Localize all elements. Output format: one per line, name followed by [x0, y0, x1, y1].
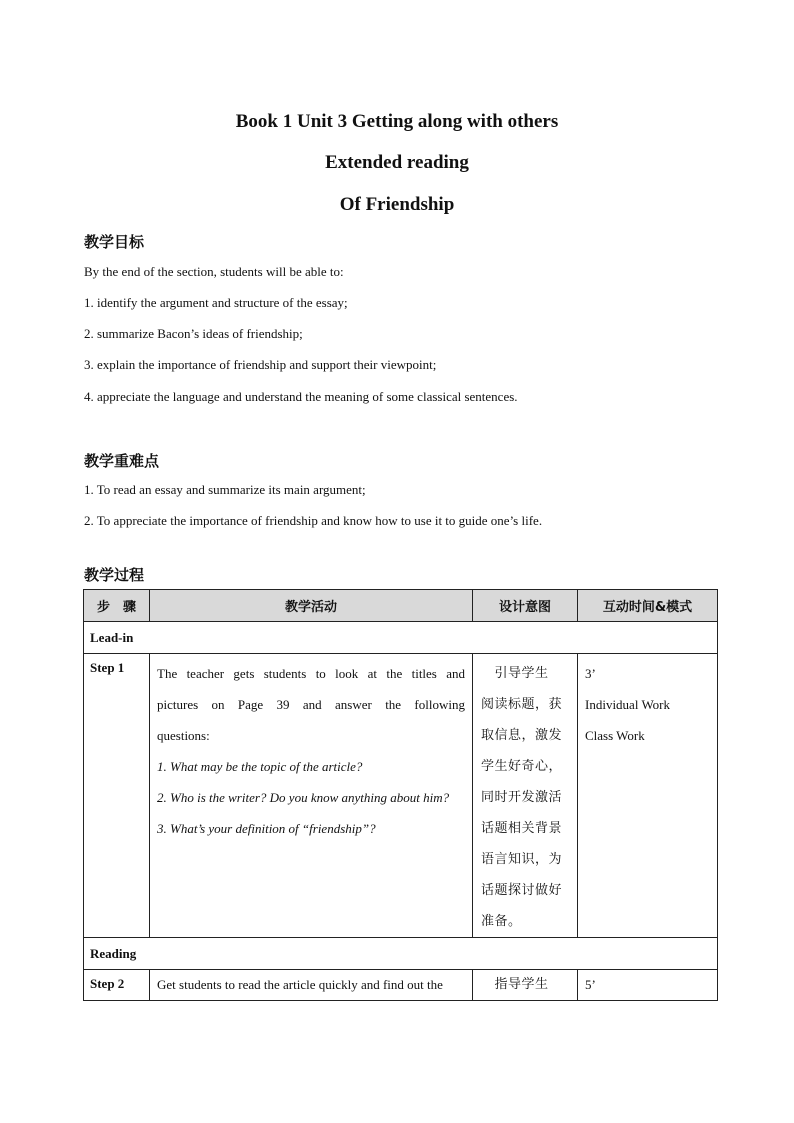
table-row-step-1 — [84, 654, 718, 938]
step-activity — [150, 970, 473, 1001]
column-header-activity: 教学活动 — [150, 590, 473, 622]
activity-line: pictures on Page 39 and answer the following — [157, 697, 465, 712]
activity-line: questions: — [157, 728, 210, 743]
intent-line: 同时开发激活 — [481, 790, 563, 805]
objective-item: 1. identify the argument and structure of the essay; — [84, 295, 348, 310]
intent-line: 准备。 — [481, 914, 522, 929]
phase-label: Lead-in — [84, 622, 718, 654]
intent-line: 引导学生 — [481, 666, 549, 681]
step-label: Step 2 — [84, 970, 150, 1001]
intent-line: 话题探讨做好 — [481, 883, 563, 898]
intent-line: 取信息，激发 — [481, 728, 563, 743]
phase-row-lead-in — [84, 622, 718, 654]
table-row-step-2 — [84, 970, 718, 1001]
document-title: Book 1 Unit 3 Getting along with others — [235, 111, 559, 132]
intent-line: 阅读标题，获 — [481, 697, 563, 712]
question-item: 3. What’s your definition of “friendship”? — [157, 821, 376, 836]
step-label: Step 1 — [84, 654, 150, 938]
lesson-process-table — [83, 589, 718, 1001]
key-point-item: 2. To appreciate the importance of friendship and know how to use it to guide one’s life. — [84, 513, 543, 528]
column-header-intent: 设计意图 — [473, 590, 578, 622]
phase-label: Reading — [84, 938, 718, 970]
mode-item: Class Work — [585, 728, 645, 743]
intent-line: 话题相关背景 — [481, 821, 563, 836]
objective-item: 4. appreciate the language and understand the meaning of some classical sentences. — [84, 389, 518, 404]
step-intent — [473, 970, 578, 1001]
text-title: Of Friendship — [339, 194, 455, 215]
mode-item: Individual Work — [585, 697, 671, 712]
intent-line: 指导学生 — [481, 977, 549, 992]
column-header-mode: 互动时间&模式 — [578, 590, 718, 622]
objective-item: 3. explain the importance of friendship and support their viewpoint; — [84, 357, 437, 372]
table-header-row — [84, 590, 718, 622]
intent-line: 学生好奇心， — [481, 759, 563, 774]
objectives-heading: 教学目标 — [84, 233, 145, 251]
key-points-heading: 教学重难点 — [84, 452, 160, 470]
time-value: 5’ — [585, 977, 596, 992]
activity-line: Get students to read the article quickly and find out the — [157, 977, 443, 992]
step-intent — [473, 654, 578, 938]
activity-line: The teacher gets students to look at the titles and — [157, 666, 465, 681]
objectives-intro: By the end of the section, students will be able to: — [84, 264, 344, 279]
step-mode — [578, 654, 718, 938]
time-value: 3’ — [585, 666, 596, 681]
key-point-item: 1. To read an essay and summarize its main argument; — [84, 482, 366, 497]
question-item: 2. Who is the writer? Do you know anything about him? — [157, 790, 450, 805]
step-mode — [578, 970, 718, 1001]
objective-item: 2. summarize Bacon’s ideas of friendship; — [84, 326, 303, 341]
question-item: 1. What may be the topic of the article? — [157, 759, 363, 774]
document-subtitle: Extended reading — [325, 152, 469, 173]
process-heading: 教学过程 — [84, 566, 145, 584]
intent-line: 语言知识，为 — [481, 852, 563, 867]
phase-row-reading — [84, 938, 718, 970]
step-activity — [150, 654, 473, 938]
column-header-step: 步 骤 — [84, 590, 150, 622]
